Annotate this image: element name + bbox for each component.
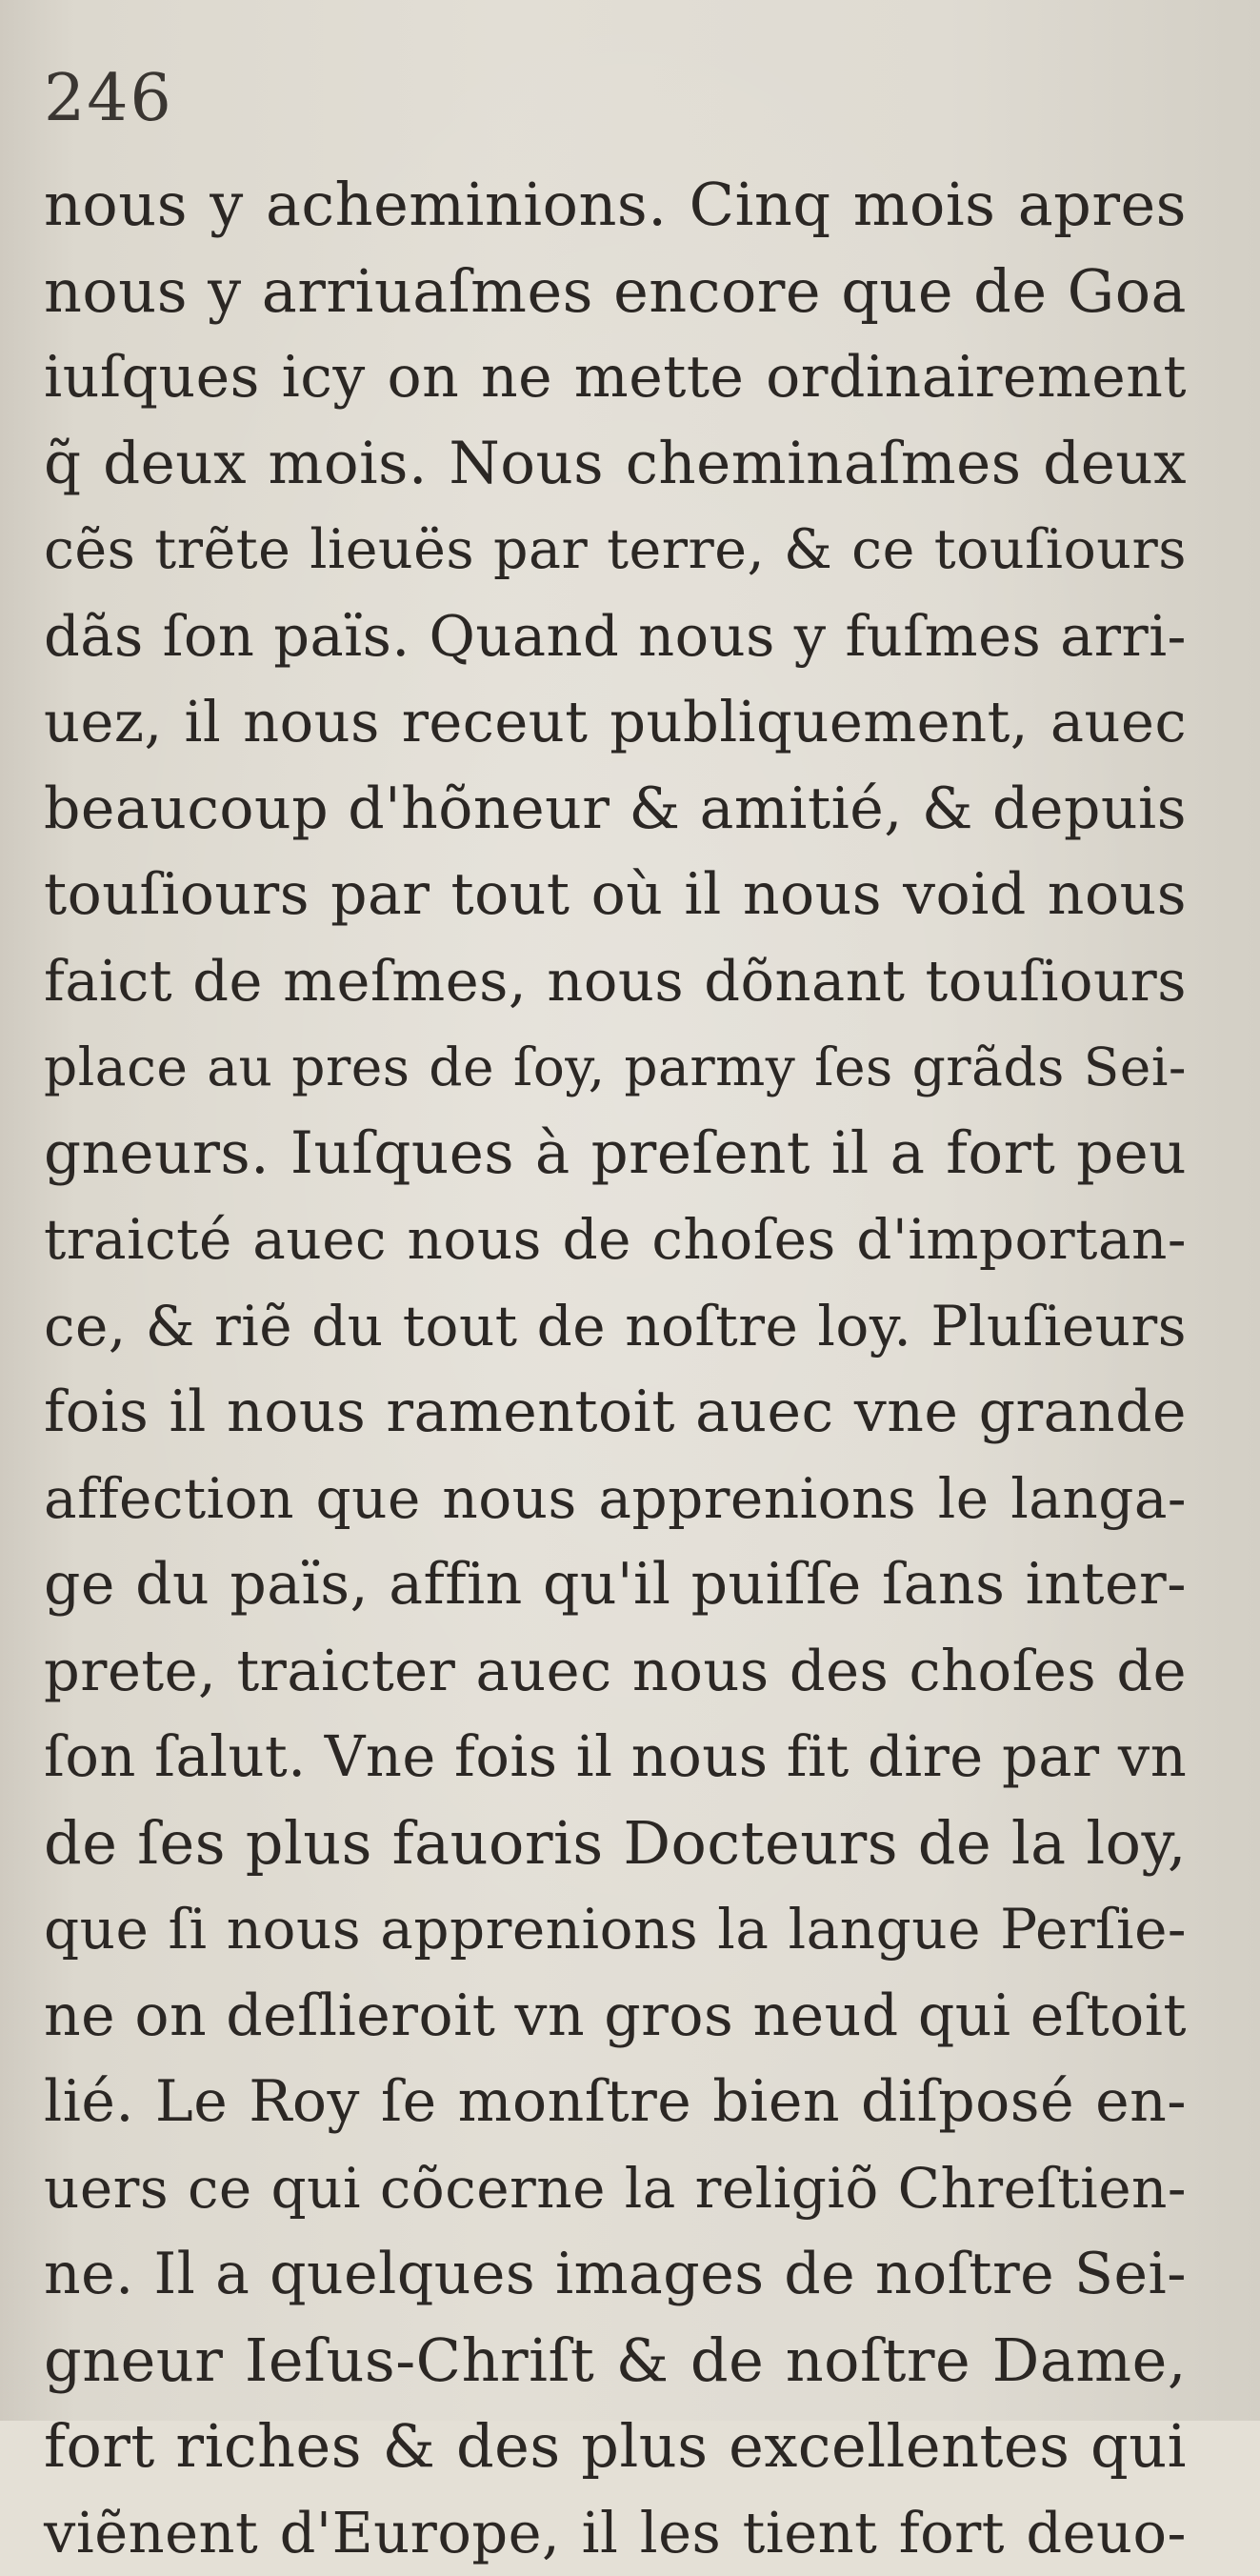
text-line: touſiours par tout où il nous void nous <box>44 852 1187 938</box>
text-line: que ſi nous apprenions la langue Perſie- <box>44 1886 1187 1973</box>
text-line: uez, il nous receut publiquement, auec <box>44 679 1187 766</box>
text-line: viẽnent d'Europe, il les tient fort deuo- <box>44 2490 1187 2576</box>
text-line: affection que nous apprenions le langa- <box>44 1456 1187 1542</box>
text-line: lié. Le Roy ſe monſtre bien diſposé en- <box>44 2059 1187 2145</box>
text-line: cẽs trẽte lieuës par terre, & ce touſiours <box>44 507 1187 594</box>
text-line: beaucoup d'hõneur & amitié, & depuis <box>44 766 1187 853</box>
text-line: ce, & riẽ du tout de noſtre loy. Pluſieurs <box>44 1283 1187 1370</box>
text-line: q̃ deux mois. Nous cheminaſmes deux <box>44 421 1187 508</box>
text-line: nous y acheminions. Cinq mois apres <box>44 162 1187 249</box>
text-line: ge du païs, affin qu'il puiſſe ſans inter- <box>44 1541 1187 1628</box>
text-line: uers ce qui cõcerne la religiõ Chreſtien- <box>44 2145 1187 2232</box>
text-line: dãs ſon païs. Quand nous y fuſmes arri- <box>44 594 1187 680</box>
text-line: fois il nous ramentoit auec vne grande <box>44 1369 1187 1456</box>
body-text <box>44 162 1187 2576</box>
text-line: prete, traicter auec nous des choſes de <box>44 1628 1187 1715</box>
text-line: gneur Ieſus-Chriſt & de noſtre Dame, <box>44 2318 1187 2405</box>
text-line: ne. Il a quelques images de noſtre Sei- <box>44 2231 1187 2318</box>
text-line: place au pres de ſoy, parmy ſes grãds Sei- <box>44 1024 1187 1111</box>
text-line: de ſes plus fauoris Docteurs de la loy, <box>44 1801 1187 1887</box>
text-line: traicté auec nous de choſes d'importan- <box>44 1197 1187 1283</box>
text-line: ne on deſlieroit vn gros neud qui eſtoit <box>44 1973 1187 2060</box>
page-number: 246 <box>44 67 173 131</box>
text-line: ſon ſalut. Vne fois il nous fit dire par vn <box>44 1714 1187 1801</box>
text-line: nous y arriuaſmes encore que de Goa <box>44 249 1187 335</box>
text-line: fort riches & des plus excellentes qui <box>44 2404 1187 2490</box>
text-line: iuſques icy on ne mette ordinairement <box>44 334 1187 421</box>
text-line: faict de meſmes, nous dõnant touſiours <box>44 938 1187 1025</box>
text-line: gneurs. Iuſques à preſent il a fort peu <box>44 1111 1187 1197</box>
